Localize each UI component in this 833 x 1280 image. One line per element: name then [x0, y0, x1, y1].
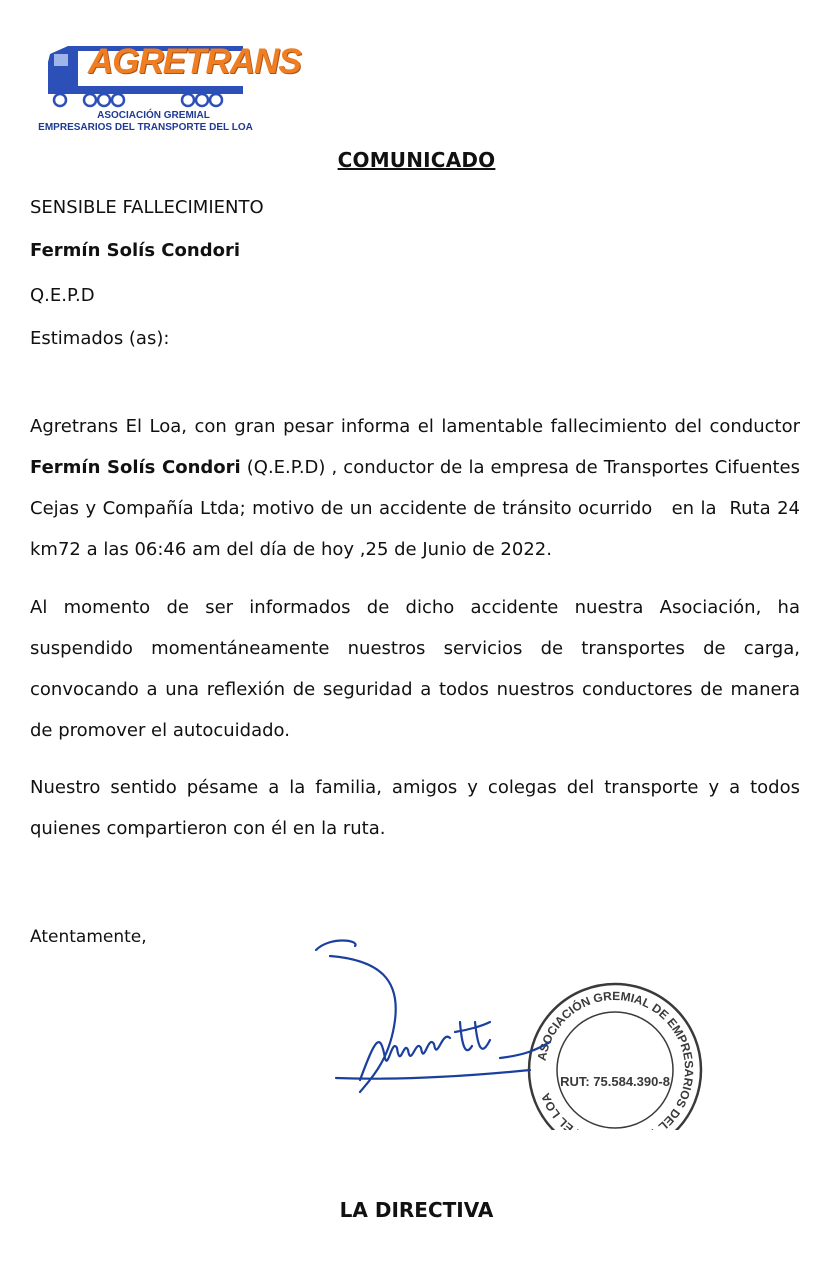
deceased-name: Fermín Solís Condori [30, 240, 240, 261]
para3-line2: quienes compartieron con él en la ruta. [30, 818, 386, 839]
paragraph-announcement [30, 406, 800, 570]
logo-subtitle-2: EMPRESARIOS DEL TRANSPORTE DEL LOA [38, 122, 253, 133]
para2-line4: de promover el autocuidado. [30, 720, 290, 741]
stamp-ring-text: ASOCIACIÓN GREMIAL DE EMPRESARIOS DEL EL LOA [534, 988, 697, 1130]
qepd-line: Q.E.P.D [30, 285, 95, 306]
subject-line: SENSIBLE FALLECIMIENTO [30, 197, 264, 218]
para1-line3: Cejas y Compañía Ltda; motivo de un accidente de tránsito ocurrido en la Ruta 24 [30, 498, 800, 519]
logo-brand: AGRETRANS [88, 42, 301, 81]
para1-line1: Agretrans El Loa, con gran pesar informa el lamentable fallecimiento del conductor [30, 416, 800, 437]
para1-name: Fermín Solís Condori [30, 457, 241, 478]
logo-subtitle-1: ASOCIACIÓN GREMIAL [97, 110, 210, 121]
page-title: COMUNICADO [337, 148, 496, 172]
para2-line2: suspendido momentáneamente nuestros servicios de transportes de carga, [30, 638, 800, 659]
para1-line4: km72 a las 06:46 am del día de hoy ,25 de Junio de 2022. [30, 539, 552, 560]
para1-line2 [30, 447, 800, 488]
association-stamp [529, 984, 701, 1130]
para2-line1: Al momento de ser informados de dicho accidente nuestra Asociación, ha [30, 597, 800, 618]
closing: Atentamente, [30, 927, 147, 947]
para2-line3: convocando a una reflexión de seguridad a todos nuestros conductores de manera [30, 679, 800, 700]
para1-line2-rest: (Q.E.P.D) , conductor de la empresa de Transportes Cifuentes [240, 457, 801, 478]
handwritten-signature [316, 941, 550, 1093]
signatory: LA DIRECTIVA [339, 1198, 494, 1222]
para3-line1: Nuestro sentido pésame a la familia, amigos y colegas del transporte y a todos [30, 777, 800, 798]
signature-block [300, 930, 720, 1130]
agretrans-logo [38, 40, 301, 136]
paragraph-suspension [30, 587, 800, 751]
paragraph-condolences [30, 767, 800, 849]
stamp-rut: RUT: 75.584.390-8 [560, 1074, 670, 1089]
greeting: Estimados (as): [30, 328, 170, 349]
